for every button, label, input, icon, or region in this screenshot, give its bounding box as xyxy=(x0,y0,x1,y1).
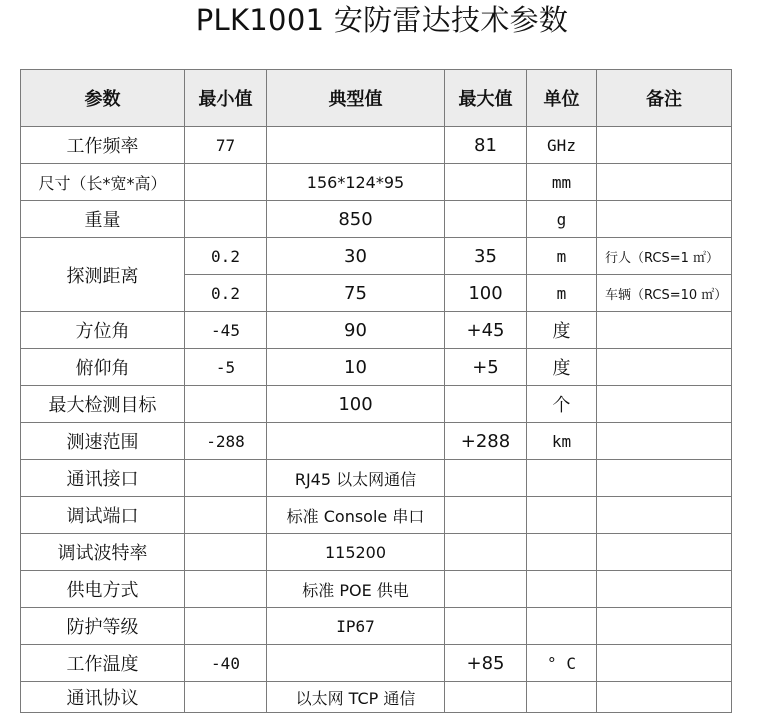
cell-min xyxy=(185,497,267,534)
cell-max xyxy=(445,460,527,497)
cell-param: 工作频率 xyxy=(21,127,185,164)
cell-unit xyxy=(527,497,597,534)
table-row xyxy=(21,571,732,608)
cell-typ: 标准 Console 串口 xyxy=(267,497,445,534)
cell-note xyxy=(597,571,732,608)
cell-note xyxy=(597,645,732,682)
cell-note: 行人（RCS=1 ㎡） xyxy=(597,238,732,275)
header-unit: 单位 xyxy=(527,70,597,127)
cell-typ xyxy=(267,423,445,460)
header-param: 参数 xyxy=(21,70,185,127)
cell-param: 尺寸（长*宽*高） xyxy=(21,164,185,201)
cell-note xyxy=(597,164,732,201)
cell-max: 35 xyxy=(445,238,527,275)
cell-note xyxy=(597,460,732,497)
cell-max xyxy=(445,386,527,423)
cell-max: +288 xyxy=(445,423,527,460)
table-row xyxy=(21,534,732,571)
cell-min xyxy=(185,201,267,238)
cell-max xyxy=(445,534,527,571)
cell-unit: mm xyxy=(527,164,597,201)
cell-note xyxy=(597,312,732,349)
header-min: 最小值 xyxy=(185,70,267,127)
cell-param: 通讯协议 xyxy=(21,682,185,713)
cell-max: +45 xyxy=(445,312,527,349)
cell-min xyxy=(185,164,267,201)
table-header-row xyxy=(21,70,732,127)
cell-unit: 度 xyxy=(527,312,597,349)
cell-param: 测速范围 xyxy=(21,423,185,460)
table-row xyxy=(21,460,732,497)
cell-typ: 100 xyxy=(267,386,445,423)
cell-typ: 30 xyxy=(267,238,445,275)
cell-note xyxy=(597,497,732,534)
table-row xyxy=(21,608,732,645)
cell-note xyxy=(597,127,732,164)
table-row xyxy=(21,312,732,349)
cell-param: 防护等级 xyxy=(21,608,185,645)
cell-param: 方位角 xyxy=(21,312,185,349)
cell-unit: ° C xyxy=(527,645,597,682)
cell-min: -5 xyxy=(185,349,267,386)
cell-min xyxy=(185,534,267,571)
cell-typ xyxy=(267,645,445,682)
cell-note xyxy=(597,423,732,460)
table-row xyxy=(21,127,732,164)
cell-min: -45 xyxy=(185,312,267,349)
cell-max xyxy=(445,164,527,201)
table-row xyxy=(21,423,732,460)
cell-note xyxy=(597,386,732,423)
cell-param: 供电方式 xyxy=(21,571,185,608)
cell-typ: 75 xyxy=(267,275,445,312)
cell-max xyxy=(445,571,527,608)
cell-min: 0.2 xyxy=(185,275,267,312)
cell-param: 重量 xyxy=(21,201,185,238)
table-row xyxy=(21,164,732,201)
header-note: 备注 xyxy=(597,70,732,127)
cell-max xyxy=(445,608,527,645)
cell-max xyxy=(445,201,527,238)
cell-typ: 850 xyxy=(267,201,445,238)
cell-unit: m xyxy=(527,275,597,312)
cell-unit xyxy=(527,682,597,713)
cell-min xyxy=(185,571,267,608)
cell-note xyxy=(597,349,732,386)
table-row xyxy=(21,386,732,423)
cell-min xyxy=(185,608,267,645)
cell-typ: 以太网 TCP 通信 xyxy=(267,682,445,713)
cell-unit: km xyxy=(527,423,597,460)
cell-max: 81 xyxy=(445,127,527,164)
cell-max: +85 xyxy=(445,645,527,682)
cell-typ: 标准 POE 供电 xyxy=(267,571,445,608)
cell-min: -40 xyxy=(185,645,267,682)
cell-max: +5 xyxy=(445,349,527,386)
table-row xyxy=(21,238,732,275)
table-row xyxy=(21,682,732,713)
cell-min: 0.2 xyxy=(185,238,267,275)
cell-max xyxy=(445,682,527,713)
cell-max xyxy=(445,497,527,534)
cell-note xyxy=(597,682,732,713)
cell-unit: 度 xyxy=(527,349,597,386)
table-row xyxy=(21,349,732,386)
cell-param: 通讯接口 xyxy=(21,460,185,497)
cell-min xyxy=(185,682,267,713)
cell-typ: 156*124*95 xyxy=(267,164,445,201)
cell-typ: 10 xyxy=(267,349,445,386)
cell-note xyxy=(597,201,732,238)
cell-param: 俯仰角 xyxy=(21,349,185,386)
table-row xyxy=(21,645,732,682)
cell-note xyxy=(597,608,732,645)
cell-typ xyxy=(267,127,445,164)
cell-unit: g xyxy=(527,201,597,238)
page-title: PLK1001 安防雷达技术参数 xyxy=(195,3,569,37)
spec-table xyxy=(20,69,732,713)
cell-unit xyxy=(527,534,597,571)
cell-max: 100 xyxy=(445,275,527,312)
cell-param: 探测距离 xyxy=(21,238,185,312)
cell-unit xyxy=(527,571,597,608)
table-row xyxy=(21,497,732,534)
cell-min: 77 xyxy=(185,127,267,164)
cell-min: -288 xyxy=(185,423,267,460)
cell-min xyxy=(185,386,267,423)
cell-unit xyxy=(527,460,597,497)
header-max: 最大值 xyxy=(445,70,527,127)
cell-typ: RJ45 以太网通信 xyxy=(267,460,445,497)
cell-note xyxy=(597,534,732,571)
cell-param: 调试波特率 xyxy=(21,534,185,571)
table-row xyxy=(21,201,732,238)
cell-param: 调试端口 xyxy=(21,497,185,534)
cell-min xyxy=(185,460,267,497)
cell-typ: IP67 xyxy=(267,608,445,645)
cell-unit xyxy=(527,608,597,645)
cell-typ: 115200 xyxy=(267,534,445,571)
header-typ: 典型值 xyxy=(267,70,445,127)
cell-unit: m xyxy=(527,238,597,275)
cell-unit: 个 xyxy=(527,386,597,423)
cell-param: 最大检测目标 xyxy=(21,386,185,423)
cell-note: 车辆（RCS=10 ㎡） xyxy=(597,275,732,312)
cell-unit: GHz xyxy=(527,127,597,164)
cell-param: 工作温度 xyxy=(21,645,185,682)
cell-typ: 90 xyxy=(267,312,445,349)
